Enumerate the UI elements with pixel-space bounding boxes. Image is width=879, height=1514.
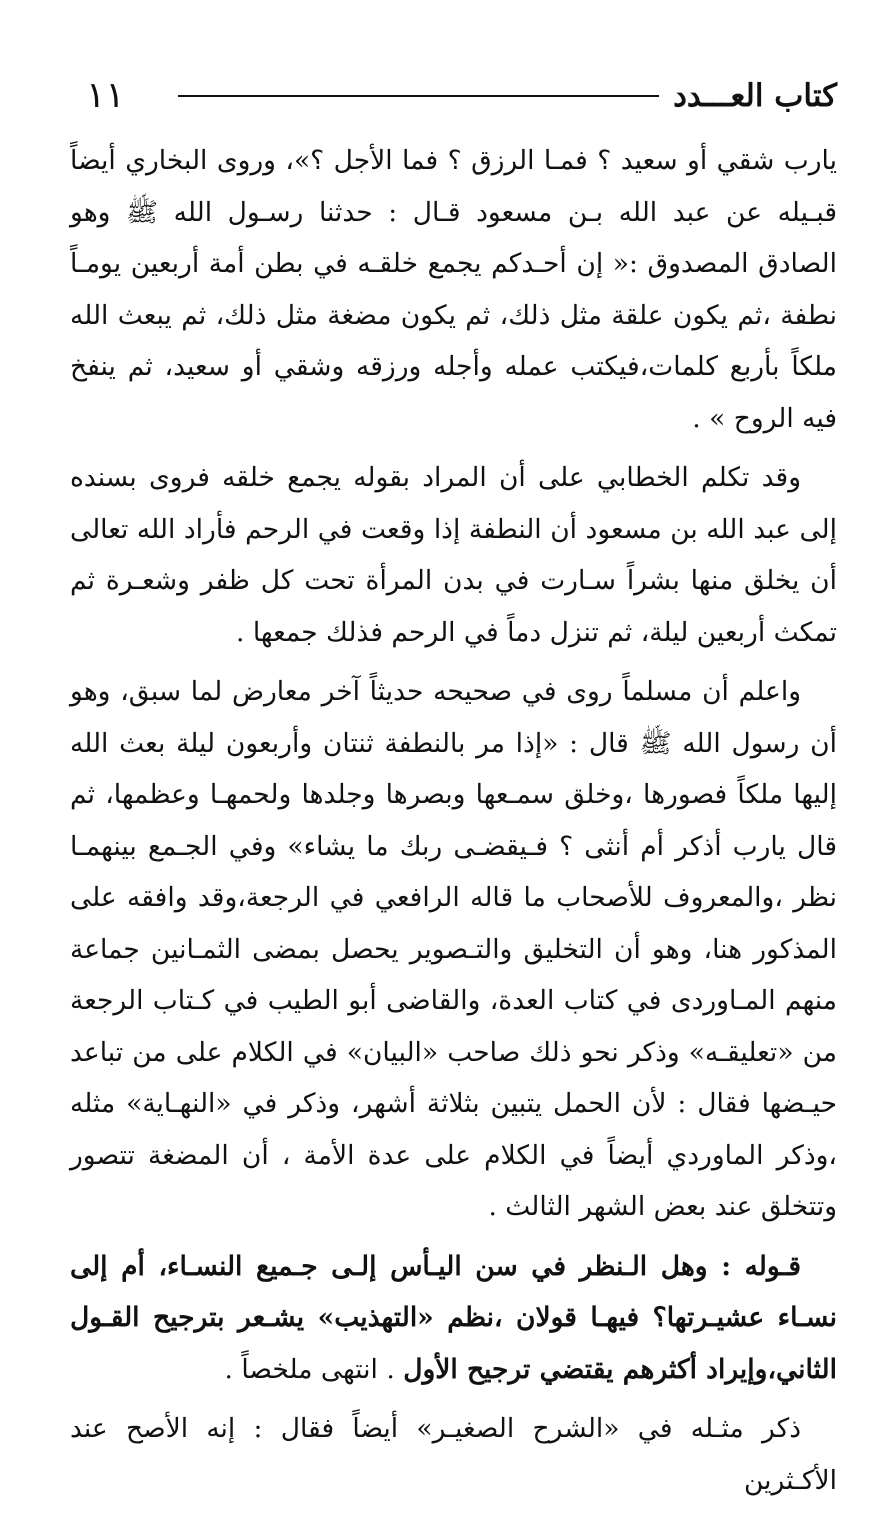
paragraph-2: وقد تكلم الخطابي على أن المراد بقوله يجمع خلقه فروى بسنده إلى عبد الله بن مسعود أن النطفة إذا وقعت في الرحم فأراد الله تعالى أن يخلق منها بشراً سـارت في بدن المرأة تحت كل ظفر وشعـرة ثم تمكث أربعين ليلة، ثم تنزل دماً في الرحم فذلك جمعها . — [70, 462, 837, 648]
running-title: كتاب العـــدد — [673, 78, 837, 114]
page-header — [70, 68, 837, 124]
paragraph-1: يارب شقي أو سعيد ؟ فمـا الرزق ؟ فما الأجل ؟»، وروى البخاري أيضاً قبـيله عن عبد الله بـن مسعود قـال : حدثنا رسـول الله ﷺ وهو الصادق المصدوق :« إن أحـدكم يجمع خلقـه في بطن أمة أربعين يومـاً نطفة ،ثم يكون علقة مثل ذلك، ثم يكون مضغة مثل ذلك، ثم يبعث الله ملكاً بأربع كلمات،فيكتب عمله وأجله ورزقه وشقي أو سعيد، ثم ينفخ فيه الروح » . — [70, 145, 837, 434]
quoted-statement: قـوله : وهل الـنظر في سن اليـأس إلـى جـميع النسـاء، أم إلى نسـاء عشيـرتها؟ فيهـا قولان ،نظم «التهذيب» يشـعر بترجيح القـول الثاني،وإيراد أكثرهم يقتضي ترجيح الأول — [70, 1250, 837, 1385]
paragraph-5: ذكر مثـله في «الشرح الصغيـر» أيضاً فقال : إنه الأصح عند الأكـثرين — [70, 1413, 837, 1496]
page-number: ١١ — [86, 75, 125, 116]
quoted-statement-note: . انتهى ملخصاً . — [224, 1353, 404, 1385]
page-body — [70, 135, 837, 1514]
paragraph-3: واعلم أن مسلماً روى في صحيحه حديثاً آخر معارض لما سبق، وهو أن رسول الله ﷺ قال : «إذا مر بالنطفة ثنتان وأربعون ليلة بعث الله إليها ملكاً فصورها ،وخلق سمـعها وبصرها وجلدها ولحمهـا وعظمها، ثم قال يارب أذكر أم أنثى ؟ فـيقضـى ربك ما يشاء» وفي الجـمع بينهمـا نظر ،والمعروف للأصحاب ما قاله الرافعي في الرجعة،وقد وافقه على المذكور هنا، وهو أن التخليق والتـصوير يحصل بمضى الثمـانين جماعة منهم المـاوردى في كتاب العدة، والقاضى أبو الطيب في كـتاب الرجعة من «تعليقـه» وذكر نحو ذلك صاحب «البيان» في الكلام على من تباعد حيـضها فقال : لأن الحمل يتبين بثلاثة أشهر، وذكر في «النهـاية» مثله ،وذكر الماوردي أيضاً في الكلام على عدة الأمة ، أن المضغة تتصور وتتخلق عند بعض الشهر الثالث . — [70, 676, 837, 1222]
header-rule — [178, 95, 659, 97]
quoted-statement-paragraph — [70, 1241, 837, 1396]
